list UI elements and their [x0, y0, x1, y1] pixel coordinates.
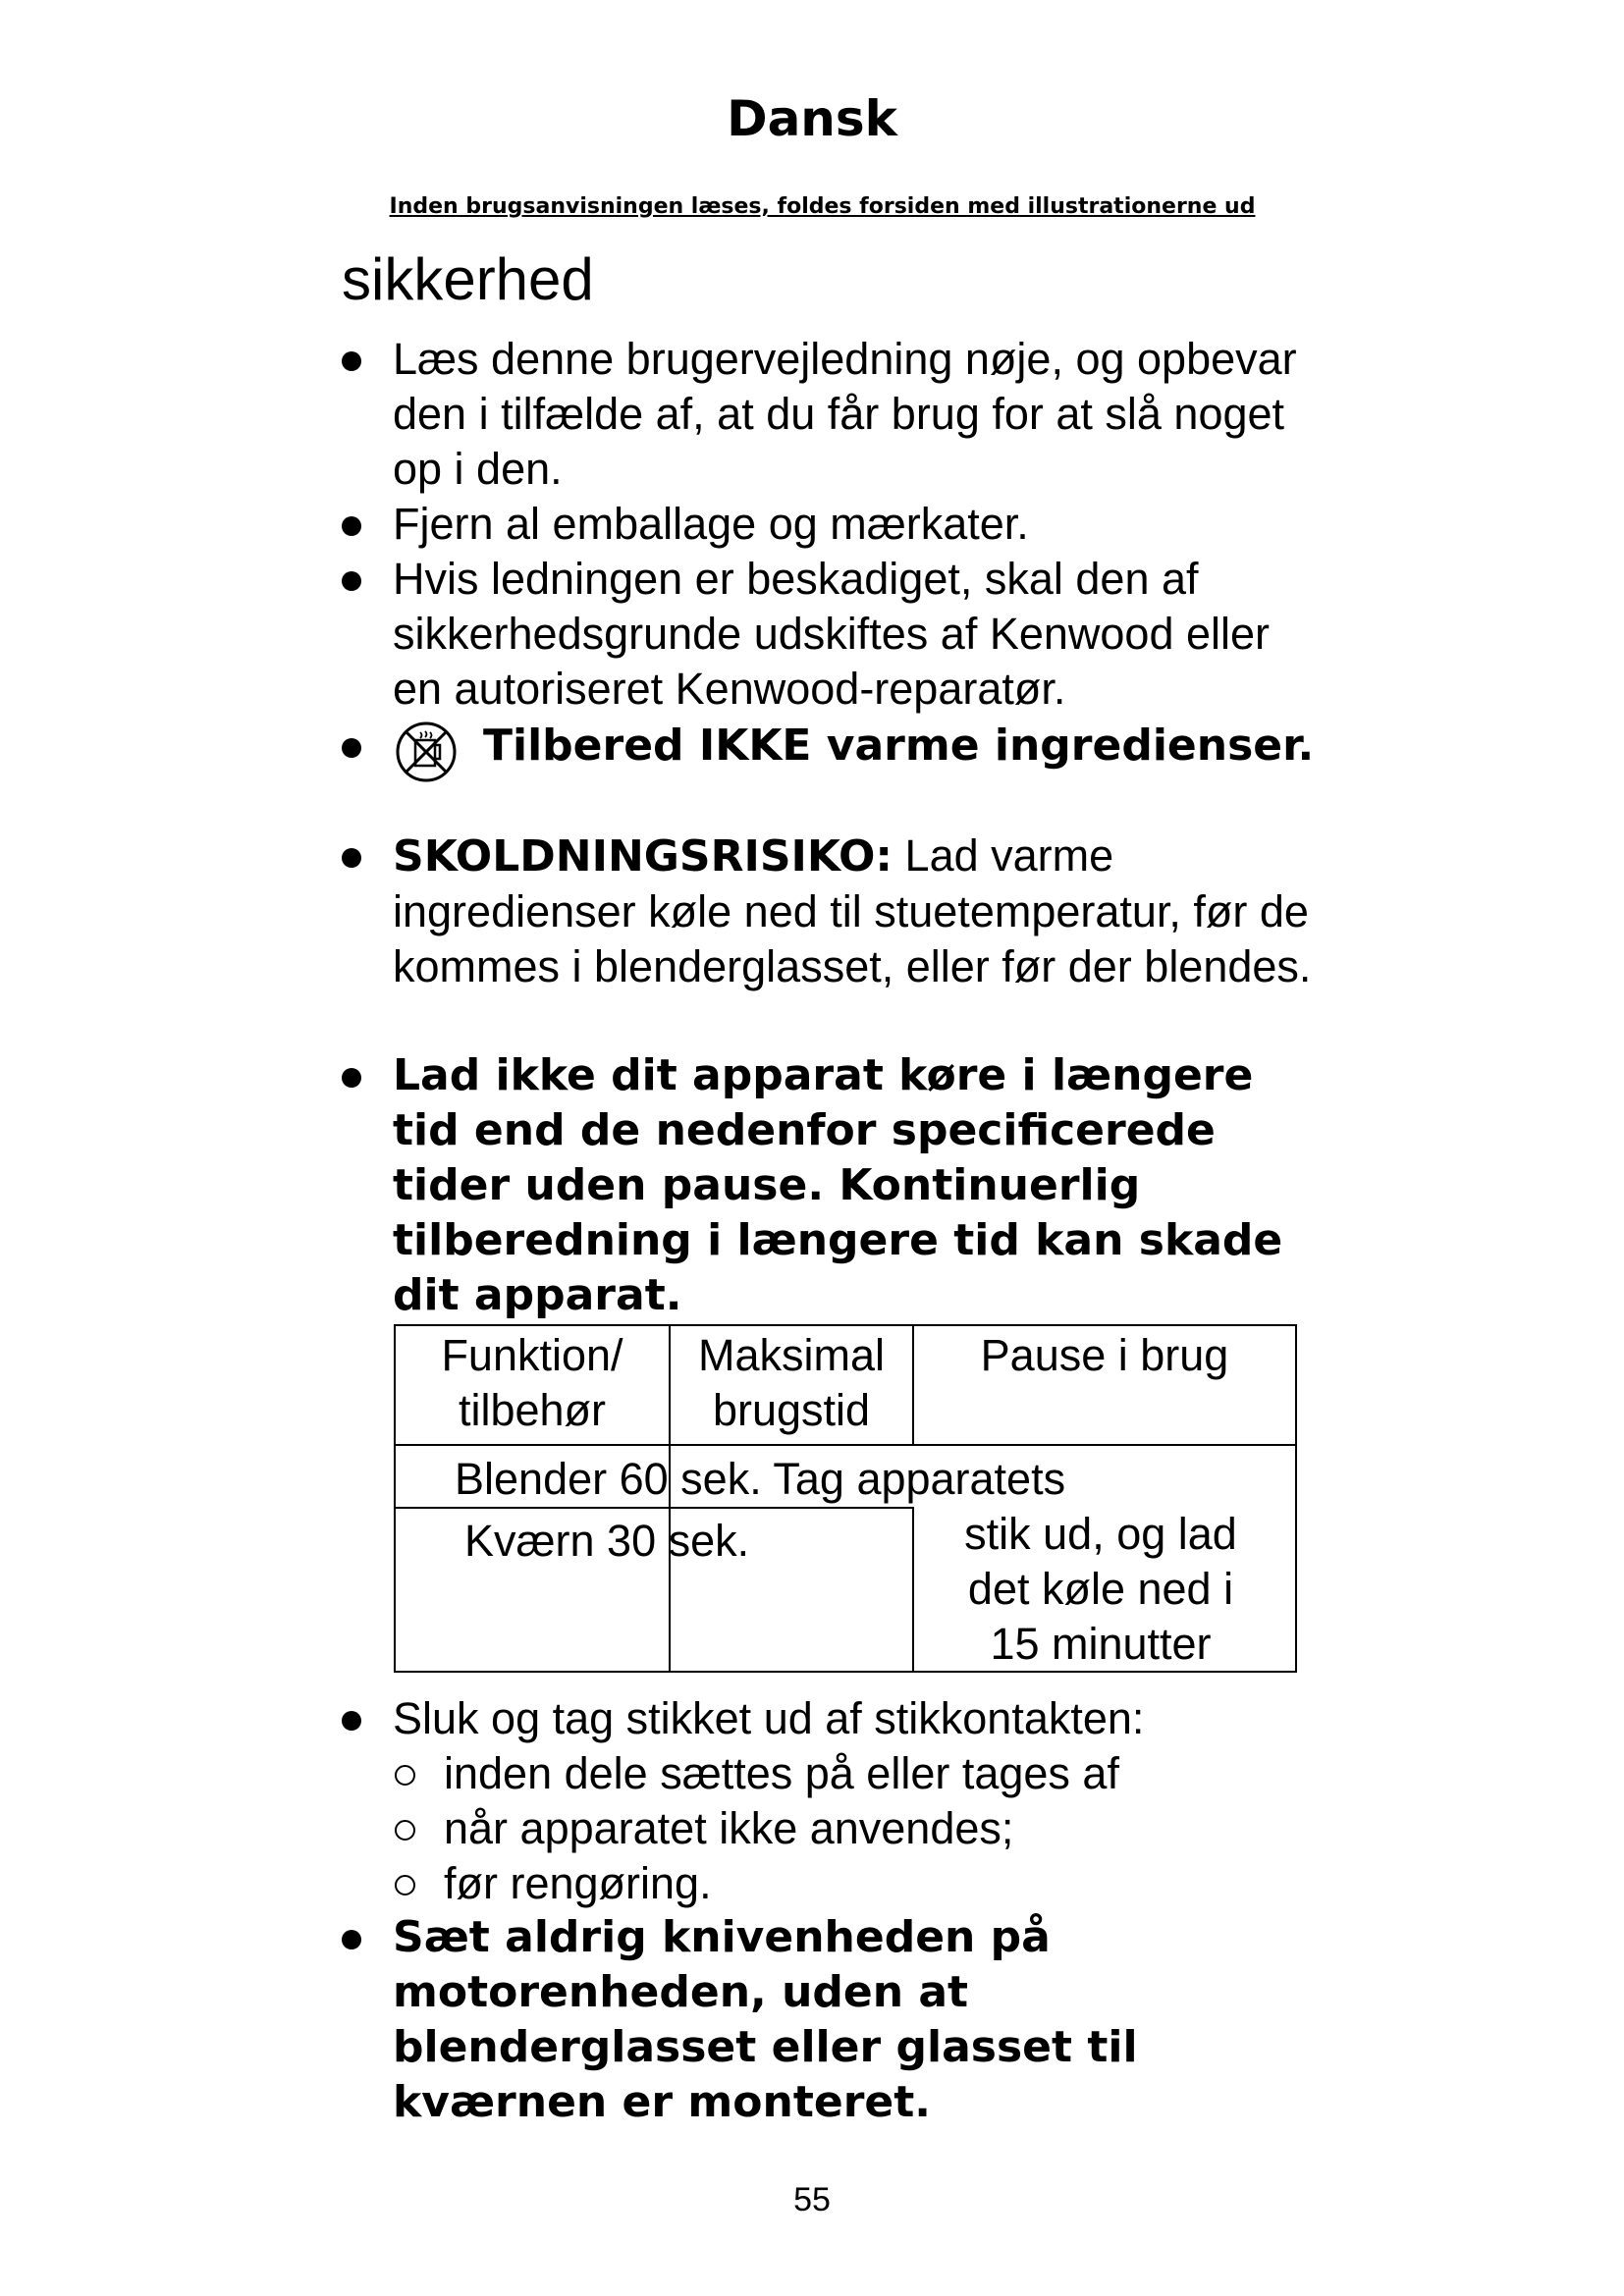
list-item: Læs denne brugervejledning nøje, og opbevar den i tilfælde af, at du får brug for at slå noget op i den. — [393, 334, 1297, 494]
table-header: Funktion/ tilbehør — [441, 1330, 623, 1435]
bullet-icon — [342, 738, 361, 758]
table-row-grinder: Kværn 30 sek. — [464, 1516, 750, 1566]
sub-bullet-icon — [395, 1875, 415, 1896]
table-row-blender: Blender 60 sek. Tag apparatets — [455, 1454, 1066, 1504]
bullet-icon — [342, 1711, 361, 1731]
list-item: Lad ikke dit apparat køre i længere tid end de nedenfor specificerede tider uden pause. Kontinuerlig tilberedning i længere tid kan skade dit apparat. — [393, 1050, 1283, 1320]
sub-list-item: før rengøring. — [444, 1858, 712, 1908]
bullet-icon — [342, 351, 361, 371]
sub-list-item: inden dele sættes på eller tages af — [444, 1748, 1119, 1798]
usage-table — [394, 1324, 1297, 1673]
list-item: Fjern al emballage og mærkater. — [393, 499, 1029, 549]
list-item — [393, 828, 1326, 994]
list-item: Hvis ledningen er beskadiget, skal den af sikkerhedsgrunde udskiftes af Kenwood eller en autoriseret Kenwood-reparatør. — [393, 554, 1271, 714]
list-item: Sluk og tag stikket ud af stikkontakten: — [393, 1693, 1145, 1743]
bullet-icon — [342, 1930, 361, 1949]
bullet-icon — [342, 848, 361, 868]
bullet-icon — [342, 516, 361, 536]
bullet-icon — [342, 571, 361, 591]
sub-list-item: når apparatet ikke anvendes; — [444, 1803, 1014, 1853]
page-number: 55 — [793, 2181, 831, 2218]
list-item: Sæt aldrig knivenheden på motorenheden, uden at blenderglasset eller glasset til kværnen er monteret. — [393, 1912, 1138, 2127]
table-header: Maksimal brugstid — [697, 1330, 886, 1435]
table-header: Pause i brug — [980, 1330, 1229, 1380]
warning-text: Lad varme ingredienser køle ned til stuetemperatur, før de kommes i blenderglasset, eller før der blendes. — [393, 830, 1312, 991]
sub-bullet-icon — [395, 1765, 415, 1786]
table-pause-cell: stik ud, og lad det køle ned i 15 minutter — [964, 1509, 1237, 1669]
warning-label: SKOLDNINGSRISIKO: — [393, 831, 893, 881]
section-heading: sikkerhed — [342, 246, 594, 312]
page-title: Dansk — [727, 90, 897, 147]
fold-out-note: Inden brugsanvisningen læses, foldes forsiden med illustrationerne ud — [389, 194, 1256, 219]
bullet-icon — [342, 1068, 361, 1088]
list-item: Tilbered IKKE varme ingredienser. — [483, 721, 1315, 771]
sub-bullet-icon — [395, 1820, 415, 1841]
